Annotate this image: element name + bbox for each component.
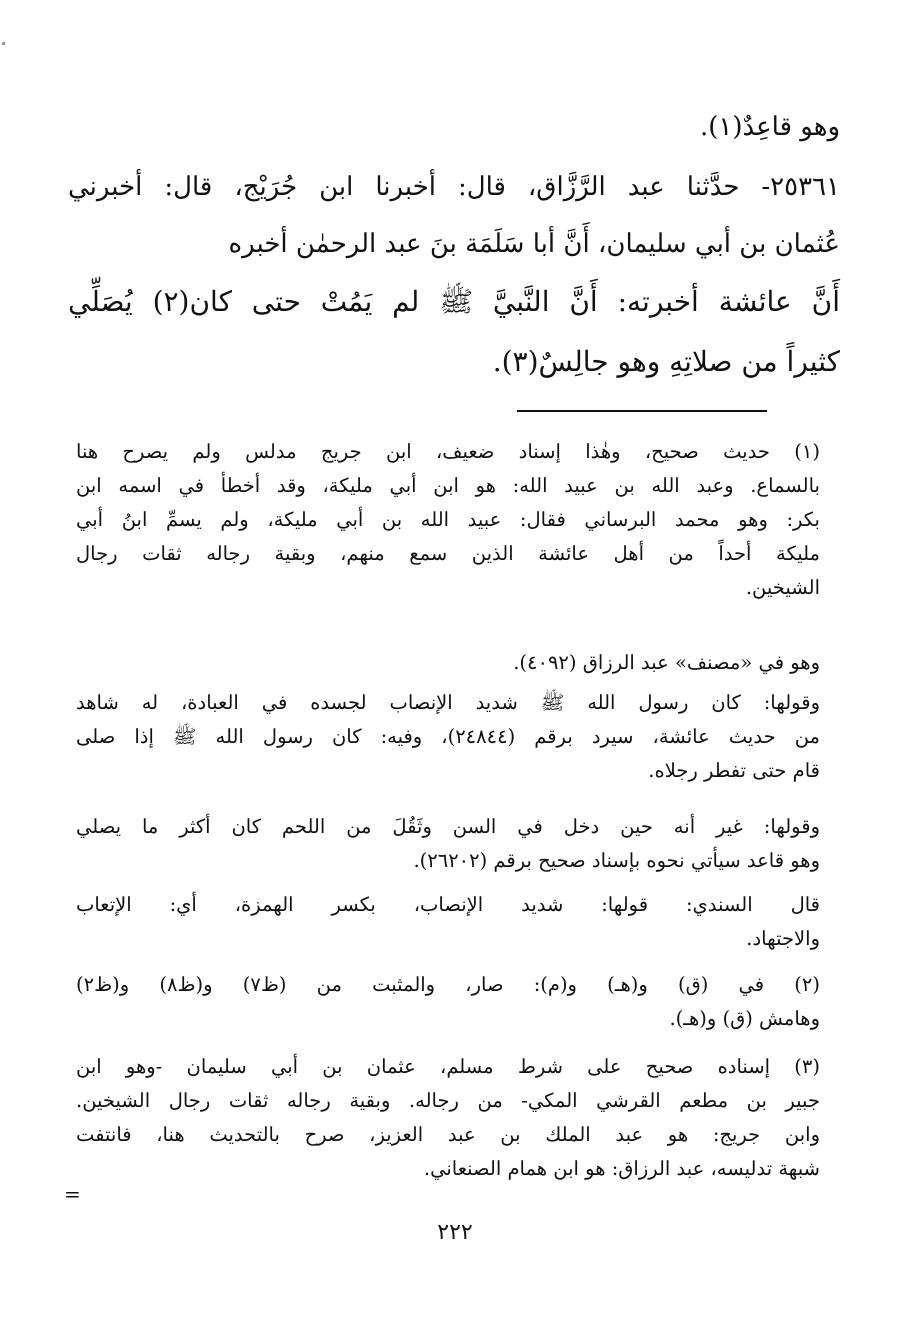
footnote-line: وقولها: غير أنه حين دخل في السن وثَقُلَ من اللحم كان أكثر ما يصلي xyxy=(76,815,820,838)
main-text-line-4: أَنَّ عائشة أخبرته: أَنَّ النَّبيَّ ﷺ لم يَمُتْ حتى كان(٢) يُصَلِّي xyxy=(68,285,840,318)
footnote-line: بكر: وهو محمد البرساني فقال: عبيد الله بن أبي مليكة، ولم يسمِّ ابنُ أبي xyxy=(76,508,820,531)
footnote-1-witness xyxy=(76,686,820,788)
footnote-separator xyxy=(517,410,767,412)
footnote-2 xyxy=(76,968,820,1036)
footnote-line: قال السندي: قولها: شديد الإنصاب، بكسر الهمزة، أي: الإتعاب xyxy=(76,893,820,916)
footnote-line: الشيخين. xyxy=(745,576,820,599)
footnote-line: شبهة تدليسه، عبد الرزاق: هو ابن همام الصنعاني. xyxy=(423,1157,820,1180)
footnote-line: من حديث عائشة، سيرد برقم (٢٤٨٤٤)، وفيه: كان رسول الله ﷺ إذا صلى xyxy=(76,725,820,748)
page-number: ٢٢٢ xyxy=(437,1220,473,1245)
footnote-line: قام حتى تفطر رجلاه. xyxy=(648,759,820,782)
footnote-line: مليكة أحداً من أهل عائشة الذين سمع منهم، وبقية رجاله ثقات رجال xyxy=(76,542,820,565)
footnote-line: (٢) في (ق) و(هـ) و(م): صار، والمثبت من (ظ٧) و(ظ٨) و(ظ٢) xyxy=(76,973,821,996)
main-text-line-1: وهو قاعِدٌ(١). xyxy=(699,112,840,142)
footnote-1-age xyxy=(76,810,820,878)
footnote-line: جبير بن مطعم القرشي المكي- من رجاله. وبقية رجاله ثقات رجال الشيخين. xyxy=(76,1089,820,1112)
footnote-line: وابن جريج: هو عبد الملك بن عبد العزيز، صرح بالتحديث هنا، فانتفت xyxy=(76,1123,820,1146)
main-text-line-3: عُثمان بن أبي سليمان، أَنَّ أبا سَلَمَة بنَ عبد الرحمٰن أخبره xyxy=(228,229,840,259)
scan-speck xyxy=(2,42,5,45)
footnote-1 xyxy=(76,435,820,605)
footnote-3 xyxy=(76,1050,820,1186)
footnote-1-musannaf xyxy=(76,646,820,680)
footnote-line: وهامش (ق) و(هـ). xyxy=(669,1007,820,1030)
footnote-line: (١) حديث صحيح، وهٰذا إسناد ضعيف، ابن جريج مدلس ولم يصرح هنا xyxy=(76,440,820,463)
continuation-mark: = xyxy=(64,1182,81,1206)
footnote-line: وهو في «مصنف» عبد الرزاق (٤٠٩٢). xyxy=(513,651,820,674)
main-text-line-5: كثيراً من صلاتِهِ وهو جالِسٌ(٣). xyxy=(492,345,840,378)
footnote-line: وقولها: كان رسول الله ﷺ شديد الإنصاب لجسده في العبادة، له شاهد xyxy=(76,691,820,714)
footnote-line: بالسماع. وعبد الله بن عبيد الله: هو ابن أبي مليكة، وقد أخطأ في اسمه ابن xyxy=(76,474,820,497)
footnote-line: والاجتهاد. xyxy=(746,927,820,950)
main-text-line-2: ٢٥٣٦١- حدَّثنا عبد الرَّزَّاق، قال: أخبرنا ابن جُرَيْج، قال: أخبرني xyxy=(68,172,840,202)
footnote-line: وهو قاعد سيأتي نحوه بإسناد صحيح برقم (٢٦٢٠٢). xyxy=(413,849,820,872)
footnote-1-sindi xyxy=(76,888,820,956)
footnote-line: (٣) إسناده صحيح على شرط مسلم، عثمان بن أبي سليمان -وهو ابن xyxy=(76,1055,820,1078)
